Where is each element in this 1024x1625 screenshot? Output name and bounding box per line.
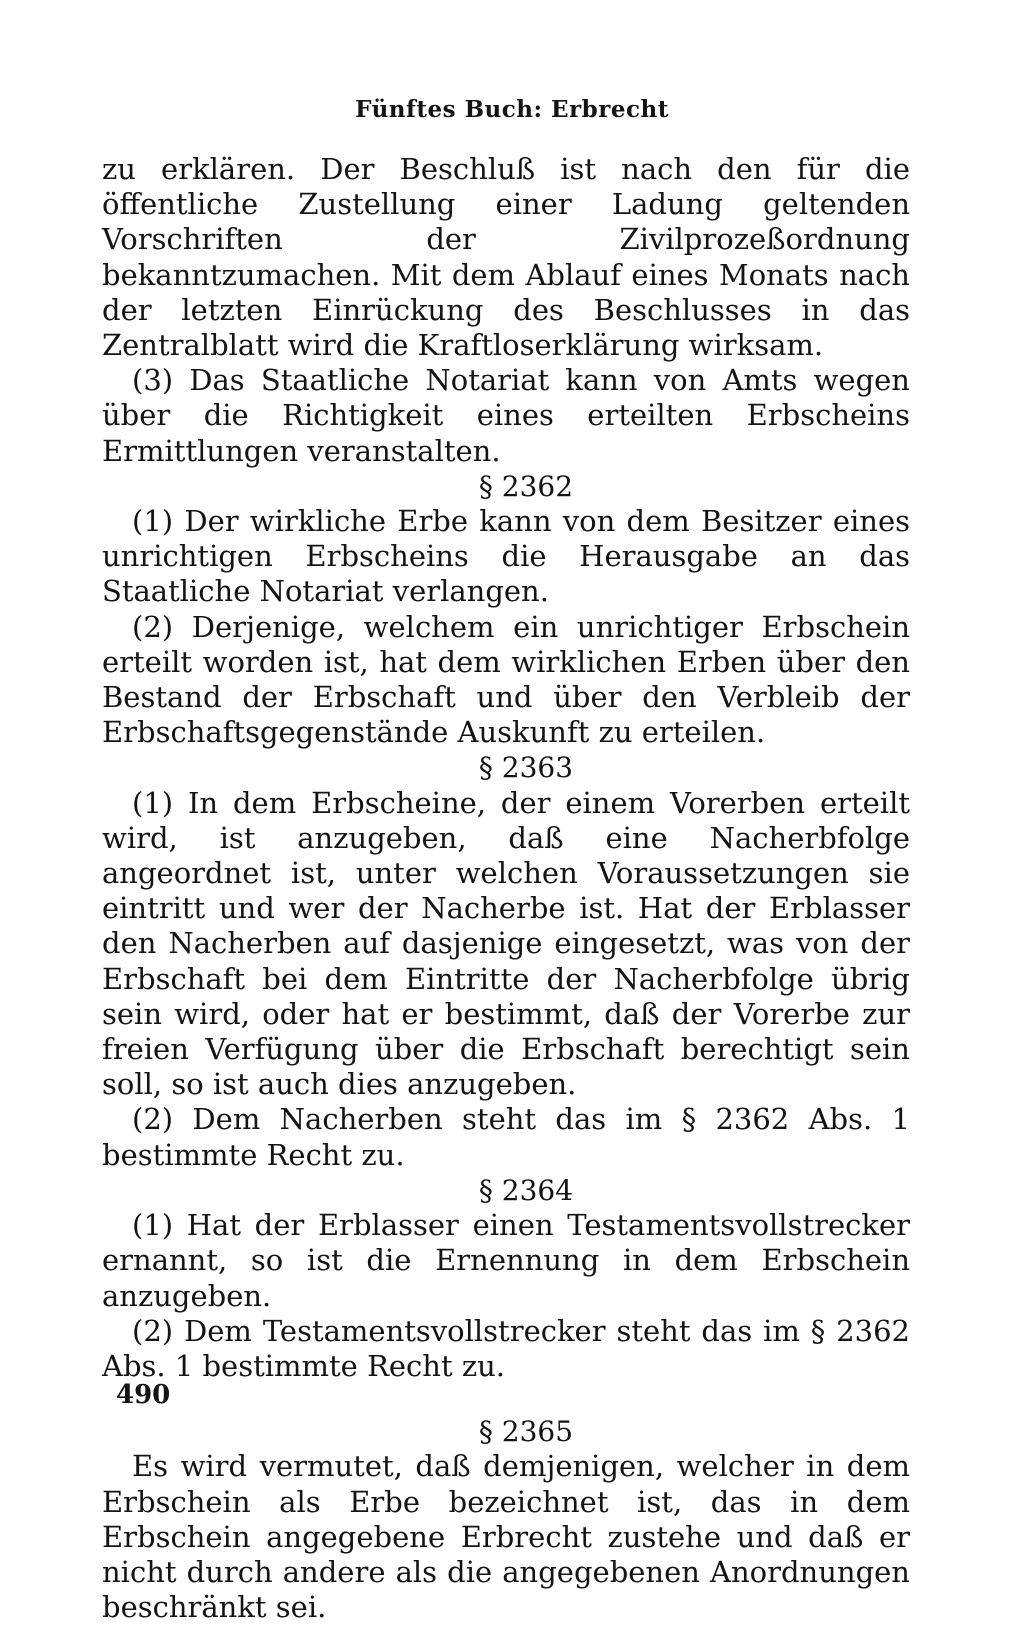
page-number: 490 <box>116 1380 171 1410</box>
section-heading-2363: § 2363 <box>478 751 574 785</box>
paragraph-2364-1: (1) Hat der Erblasser einen Testamentsvollstrecker ernannt, so ist die Ernennung in dem Erbschein anzugeben. <box>102 1208 910 1313</box>
body-text <box>102 152 910 1625</box>
section-heading-2364: § 2364 <box>478 1173 574 1207</box>
paragraph-2362-1: (1) Der wirkliche Erbe kann von dem Besitzer eines unrichtigen Erbscheins die Herausgabe an das Staatliche Notariat verlangen. <box>102 504 910 609</box>
paragraph-2363-2: (2) Dem Nacherben steht das im § 2362 Abs. 1 bestimmte Recht zu. <box>102 1102 910 1172</box>
paragraph-2362-2: (2) Derjenige, welchem ein unrichtiger Erbschein erteilt worden ist, hat dem wirklichen Erben über den Bestand der Erbschaft und über den Verbleib der Erbschaftsgegenstände Auskunft zu erteilen. <box>102 609 910 750</box>
section-heading-2362: § 2362 <box>478 469 574 503</box>
section-heading-2365: § 2365 <box>478 1415 574 1449</box>
paragraph-2364-2: (2) Dem Testamentsvollstrecker steht das im § 2362 Abs. 1 bestimmte Recht zu. <box>102 1313 910 1383</box>
paragraph-2363-1: (1) In dem Erbscheine, der einem Vorerben erteilt wird, ist anzugeben, daß eine Nacherbfolge angeordnet ist, unter welchen Voraussetzungen sie eintritt und wer der Nacherbe ist. Hat der Erblasser den Nacherben auf dasjenige eingesetzt, was von der Erbschaft bei dem Eintritte der Nacherbfolge übrig sein wird, oder hat er bestimmt, daß der Vorerbe zur freien Verfügung über die Erbschaft berechtigt sein soll, so ist auch dies anzugeben. <box>102 785 910 1102</box>
running-header: Fünftes Buch: Erbrecht <box>355 96 669 123</box>
paragraph-continuation: zu erklären. Der Beschluß ist nach den für die öffentliche Zustellung einer Ladung geltenden Vorschriften der Zivilprozeßordnung bekanntzumachen. Mit dem Ablauf eines Monats nach der letzten Einrückung des Beschlusses in das Zentralblatt wird die Kraftloserklärung wirksam. <box>102 152 910 363</box>
paragraph-2365: Es wird vermutet, daß demjenigen, welcher in dem Erbschein als Erbe bezeichnet ist, das in dem Erbschein angegebene Erbrecht zustehe und daß er nicht durch andere als die angegebenen Anordnungen beschränkt sei. <box>102 1449 910 1625</box>
paragraph-2361-3: (3) Das Staatliche Notariat kann von Amts wegen über die Richtigkeit eines erteilten Erbscheins Ermittlungen veranstalten. <box>102 363 910 468</box>
